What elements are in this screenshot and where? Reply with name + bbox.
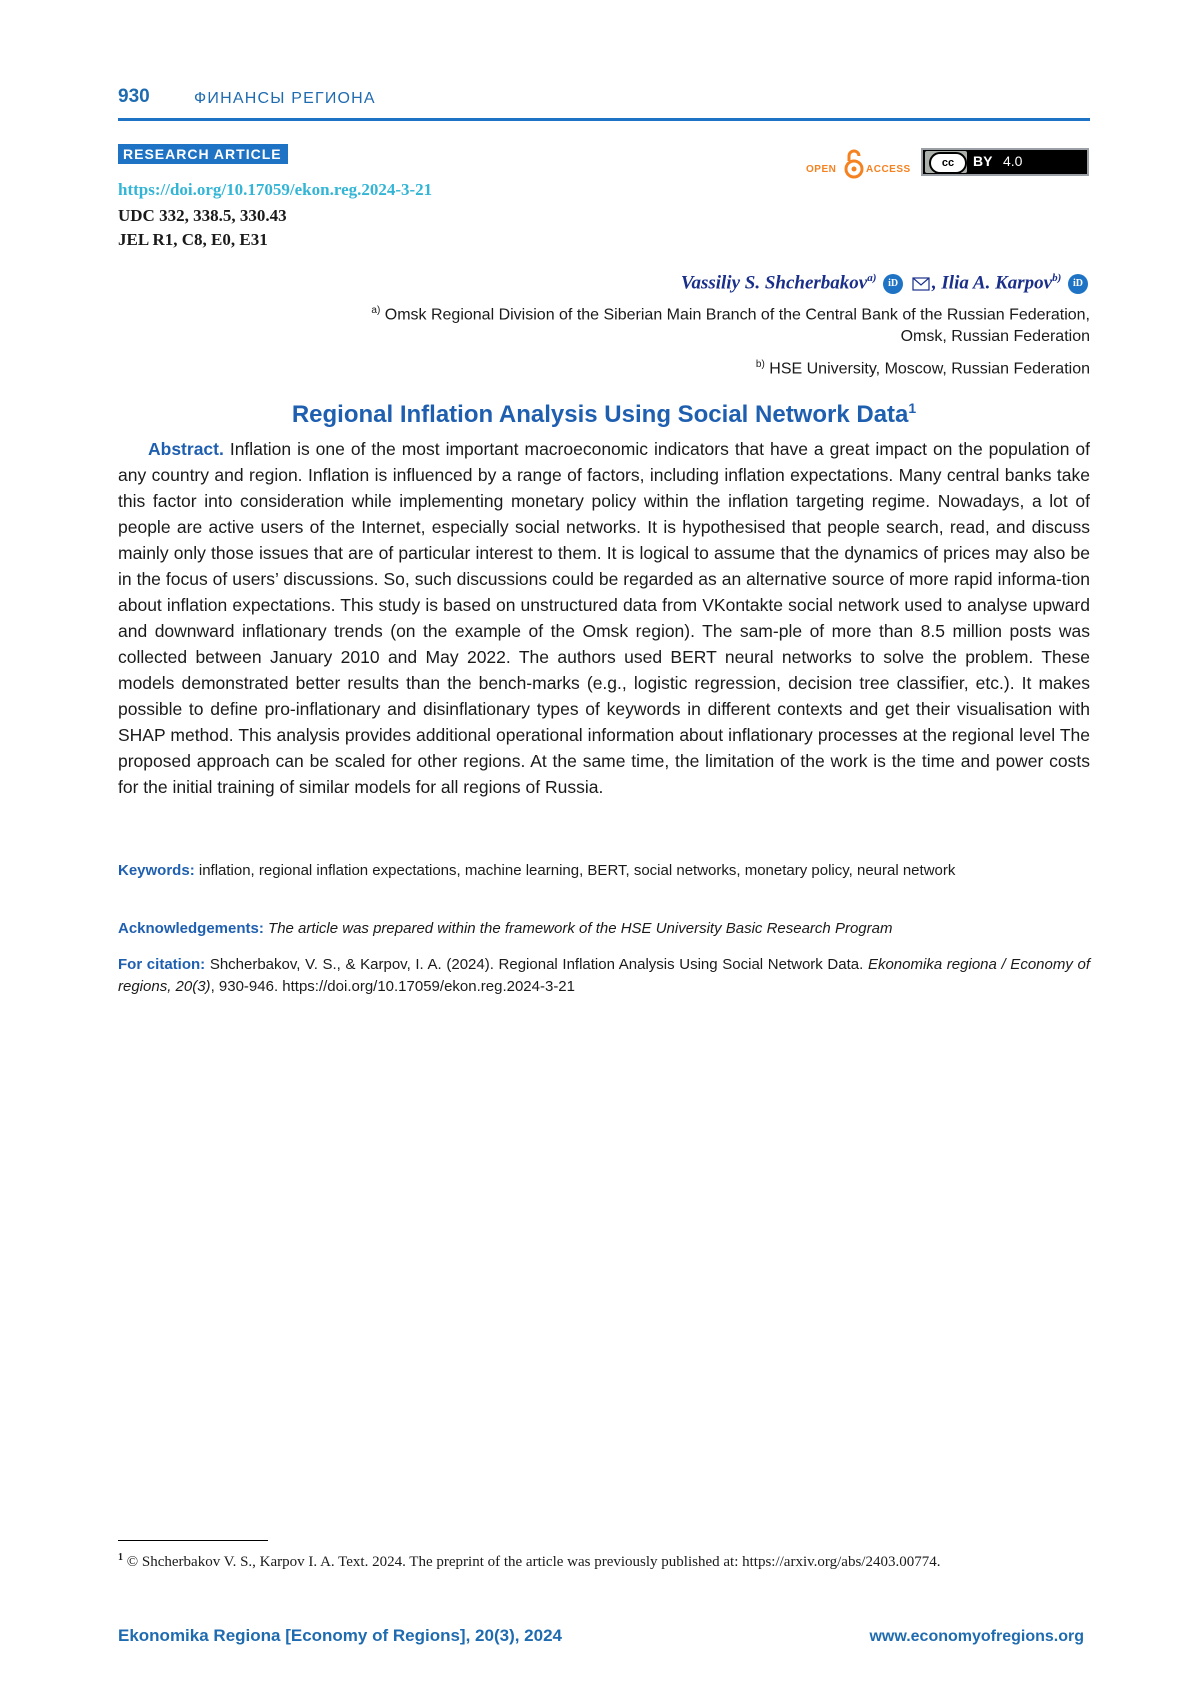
open-access-open-text: OPEN bbox=[806, 164, 836, 175]
abstract-label: Abstract. bbox=[148, 439, 224, 459]
abstract-text: Inflation is one of the most important macroeconomic indicators that have a great impact on the population of any country and region. Inflation is influenced by a range of factors, including inflation expectations. Many central banks take this factor into consideration while implementing monetary policy within the inflation targeting regime. Nowadays, a lot of people are active users of the Internet, especially social networks. It is hypothesised that people search, read, and discuss mainly only those issues that are of particular interest to them. It is logical to assume that the dynamics of prices may also be in the focus of users’ discussions. So, such discussions could be regarded as an alternative source of more rapid informa-tion about inflation expectations. This study is based on unstructured data from VKontakte social network used to analyse upward and downward inflationary trends (on the example of the Omsk region). The sam-ple of more than 8.5 million posts was collected between January 2010 and May 2022. The authors used BERT neural networks to solve the problem. These models demonstrated better results than the bench-marks (e.g., logistic regression, decision tree classifier, etc.). It makes possible to define pro-inflationary and disinflationary types of keywords in different contexts and get their visualisation with SHAP method. This analysis provides additional operational information about inflationary processes at the regional level The proposed approach can be scaled for other regions. At the same time, the limitation of the work is the time and power costs for the initial training of similar models for all regions of Russia. bbox=[118, 439, 1090, 797]
citation-label: For citation: bbox=[118, 956, 205, 973]
orcid-icon[interactable]: iD bbox=[883, 274, 903, 294]
keywords-text: inflation, regional inflation expectations, machine learning, BERT, social networks, monetary policy, neural network bbox=[199, 862, 956, 879]
open-access-badge bbox=[806, 148, 926, 188]
orcid-icon[interactable]: iD bbox=[1068, 274, 1088, 294]
open-access-access-text: ACCESS bbox=[866, 164, 911, 175]
footnote-rule bbox=[118, 1540, 268, 1541]
keywords bbox=[118, 860, 1090, 882]
footnote bbox=[118, 1546, 1090, 1574]
keywords-label: Keywords: bbox=[118, 862, 195, 879]
cc-license-type: BY bbox=[973, 153, 992, 169]
title-footnote-marker: 1 bbox=[908, 400, 916, 416]
author-2-affil-marker: b) bbox=[1052, 272, 1061, 284]
citation bbox=[118, 954, 1090, 998]
acknowledgements-label: Acknowledgements: bbox=[118, 920, 264, 937]
article-page bbox=[118, 0, 1090, 1699]
email-icon[interactable] bbox=[912, 277, 930, 291]
affiliation-a-line-1: Omsk Regional Division of the Siberian Main Branch of the Central Bank of the Russian Federation, bbox=[385, 306, 1090, 323]
footer-website-link[interactable]: www.economyofregions.org bbox=[869, 1628, 1084, 1646]
affiliation-b-line-1: HSE University, Moscow, Russian Federation bbox=[769, 360, 1090, 377]
author-1-name: Vassiliy S. Shcherbakov bbox=[681, 272, 867, 293]
citation-text: Shcherbakov, V. S., & Karpov, I. A. (2024). Regional Inflation Analysis Using Social Network Data. bbox=[210, 956, 863, 973]
cc-license-badge[interactable] bbox=[921, 148, 1089, 176]
page-number: 930 bbox=[118, 86, 150, 108]
affiliation-b bbox=[756, 354, 1090, 380]
running-header bbox=[118, 84, 1090, 120]
jel-codes: JEL R1, C8, E0, E31 bbox=[118, 230, 268, 250]
author-2-name: Ilia A. Karpov bbox=[941, 272, 1052, 293]
footer-journal: Ekonomika Regiona [Economy of Regions], 20(3), 2024 bbox=[118, 1626, 562, 1646]
header-rule bbox=[118, 118, 1090, 121]
affiliation-a-marker: a) bbox=[371, 305, 380, 316]
footnote-text: © Shcherbakov V. S., Karpov I. A. Text. 2024. The preprint of the article was previously published at: https://arxiv.org/abs/2403.00774. bbox=[127, 1554, 941, 1570]
article-type-label: RESEARCH ARTICLE bbox=[118, 144, 288, 164]
citation-journal: Ekonomika regiona / Economy of regions, 20(3) bbox=[118, 956, 1090, 995]
author-list bbox=[681, 272, 1090, 294]
citation-pages-doi: , 930-946. https://doi.org/10.17059/ekon.reg.2024-3-21 bbox=[211, 978, 575, 995]
journal-section-title: ФИНАНСЫ РЕГИОНА bbox=[194, 90, 376, 108]
cc-logo-text: cc bbox=[929, 152, 967, 174]
footnote-marker: 1 bbox=[118, 1552, 123, 1563]
author-separator: , bbox=[932, 272, 942, 293]
abstract bbox=[118, 436, 1090, 800]
cc-logo-icon bbox=[925, 151, 967, 173]
cc-license-version: 4.0 bbox=[1003, 153, 1022, 169]
article-title bbox=[118, 400, 1090, 429]
acknowledgements bbox=[118, 918, 1090, 940]
udc-codes: UDC 332, 338.5, 330.43 bbox=[118, 206, 287, 226]
author-1-affil-marker: a) bbox=[867, 272, 876, 284]
open-lock-icon bbox=[844, 148, 864, 180]
doi-link[interactable]: https://doi.org/10.17059/ekon.reg.2024-3-21 bbox=[118, 180, 432, 200]
acknowledgements-text: The article was prepared within the framework of the HSE University Basic Research Program bbox=[268, 920, 892, 937]
affiliation-a bbox=[371, 300, 1090, 348]
article-title-text: Regional Inflation Analysis Using Social Network Data bbox=[292, 401, 909, 428]
affiliation-a-line-2: Omsk, Russian Federation bbox=[901, 328, 1090, 345]
affiliation-b-marker: b) bbox=[756, 359, 765, 370]
